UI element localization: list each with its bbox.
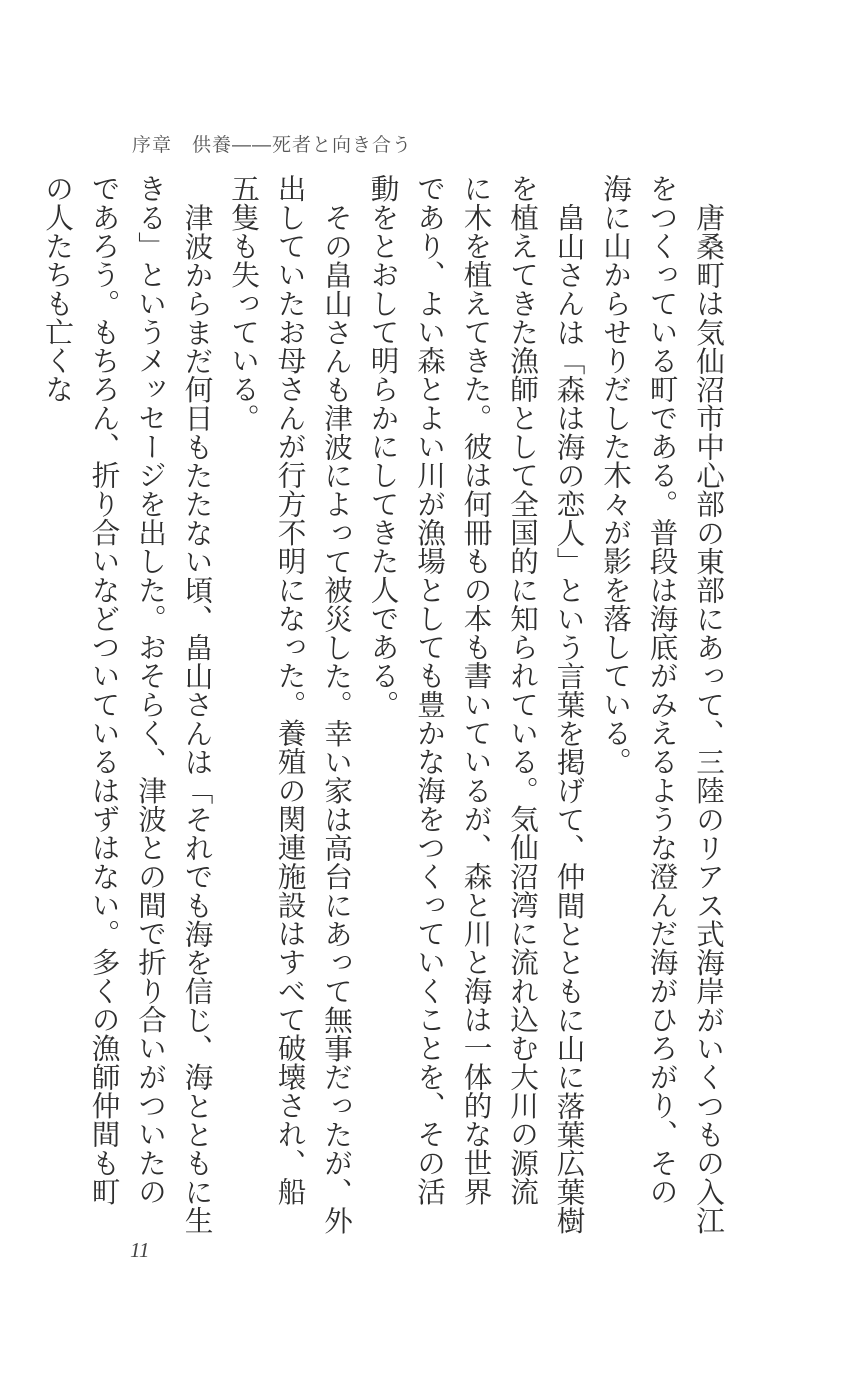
paragraph: その畠山さんも津波によって被災した。幸い家は高台にあって無事だったが、外出していたお母さんが行方不明になった。養殖の関連施設はすべて破壊され、船五隻も失っている。 xyxy=(227,174,354,1234)
paragraph: 津波からまだ何日もたたない頃、畠山さんは「それでも海を信じ、海とともに生きる」というメッセージを出した。おそらく、津波との間で折り合いがついたのであろう。もちろん、折り合いなどついているはずはない。多くの漁師仲間も町の人たちも亡くな xyxy=(41,174,215,1234)
paragraph: 唐桑町は気仙沼市中心部の東部にあって、三陸のリアス式海岸がいくつもの入江をつくっている町である。普段は海底がみえるような澄んだ海がひろがり、その海に山からせりだした木々が影を落している。 xyxy=(599,174,726,1234)
page-number: 11 xyxy=(130,1238,150,1262)
body-text xyxy=(41,174,732,1234)
running-header: 序章 供養――死者と向き合う xyxy=(132,134,413,156)
paragraph: 畠山さんは「森は海の恋人」という言葉を掲げて、仲間とともに山に落葉広葉樹を植えてきた漁師として全国的に知られている。気仙沼湾に流れ込む大川の源流に木を植えてきた。彼は何冊もの本も書いているが、森と川と海は一体的な世界であり、よい森とよい川が漁場としても豊かな海をつくっていくことを、その活動をとおして明らかにしてきた人である。 xyxy=(366,174,587,1234)
